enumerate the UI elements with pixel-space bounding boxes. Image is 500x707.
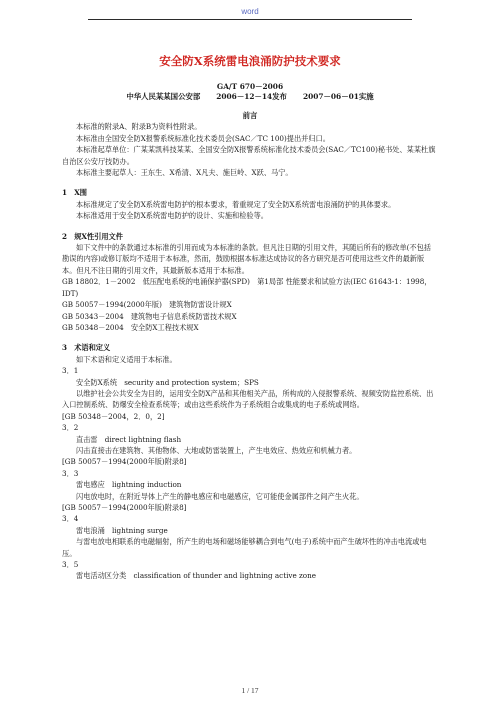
term-title: 雷电浪涌 lightning surge: [76, 525, 168, 535]
foreword-line: 本标准的附录A、附录B为资料性附录。: [76, 122, 202, 132]
term-definition: 与雷电放电相联系的电磁辐射，所产生的电场和磁场能够耦合到电气(电子)系统中而产生破坏性的冲击电流或电压。: [62, 537, 427, 558]
term-number: 3．2: [62, 423, 79, 433]
reference-item: GB 50348－2004 安全防X工程技术规X: [62, 322, 199, 332]
term-title: 雷电活动区分类 classification of thunder and lightning active zone: [76, 571, 316, 581]
reference-item: GB 50343－2004 建筑物电子信息系统防雷技术规X: [62, 311, 237, 321]
page-number: 1 / 17: [241, 686, 259, 695]
section-2-heading: 2 规X性引用文件: [62, 231, 123, 241]
publish-line: [62, 92, 438, 102]
reference-item: GB 50057－1994(2000年版) 建筑物防雷设计规X: [62, 300, 232, 310]
section-1-paragraph: 本标准适用于安全防X系统雷电防护的设计、实施和检验等。: [76, 211, 268, 221]
term-definition: 闪击直接击在建筑物、其他物体、大地或防雷装置上，产生电效应、热效应和机械力者。: [76, 445, 357, 455]
term-number: 3．5: [62, 560, 79, 570]
implementation-date: 2007－06－01实施: [302, 92, 374, 101]
document-title: 安全防X系统雷电浪涌防护技术要求: [159, 54, 341, 68]
section-1-heading: 1 X围: [62, 188, 87, 198]
section-3-heading: 3 术语和定义: [62, 343, 111, 353]
foreword-line: 本标准起草单位：广某某凯科技某某、全国安全防X报警系统标准化技术委员会(SAC／TC100)秘书处、某某杜旗自治区公安厅技防办。: [62, 145, 436, 166]
standard-code: GA/T 670－2006: [216, 82, 284, 91]
term-title: 雷电感应 lightning induction: [76, 480, 182, 490]
term-source: [GB 50348－2004，2．0，2]: [62, 411, 165, 421]
term-source: [GB 50057－1994(2000年版)附录8]: [62, 503, 187, 512]
reference-item: GB 18802．1－2002 低压配电系统的电涌保护器(SPD) 第1局部 性能要求和试验方法(IEC 61643-1：1998，IDT): [62, 277, 432, 298]
section-3-intro: 如下术语和定义适用于本标准。: [76, 354, 177, 364]
issue-date: 2006－12－14发布: [216, 92, 287, 101]
term-title: 安全防X系统 security and protection system；SPS: [76, 377, 259, 387]
header-divider: [88, 19, 412, 20]
foreword-line: 本标准由全国安全防X报警系统标准化技术委员会(SAC／TC 100)提出并归口。: [76, 133, 330, 143]
document-body: [62, 54, 438, 582]
term-definition: 以维护社会公共安全为目的，运用安全防X产品和其他相关产品，所构成的入侵报警系统、视频安防监控系统、出入口控制系统、防爆安全检查系统等；或由这些系统作为子系统组合或集成的电子系统或网络。: [62, 388, 434, 410]
term-number: 3．3: [62, 468, 79, 478]
header-label: word: [241, 7, 259, 16]
term-title: 直击雷 direct lightning flash: [76, 434, 182, 444]
term-definition: 闪电放电时，在附近导体上产生的静电感应和电磁感应，它可能使金属部件之间产生火花。: [76, 491, 364, 501]
publisher: 中华人民某某国公安部: [126, 92, 201, 101]
foreword-line: 本标准主要起草人：王东生、X希清、X凡夫、施巨岭、X跃、马宁。: [76, 168, 293, 178]
term-source: [GB 50057－1994(2000年版)附录8]: [62, 457, 187, 467]
section-2-paragraph: 如下文件中的条款通过本标准的引用而成为本标准的条款。但凡注日期的引用文件，其随后所有的修改单(不包括勘误的内容)或修订版均不适用于本标准，然而，鼓励根据本标准达成协议的各方研究是否可使用这些文件的最新版本。但凡不注日期的引用文件，其最新版本适用于本标准。: [62, 243, 431, 275]
foreword-heading: 前言: [242, 111, 258, 120]
section-1-paragraph: 本标准规定了安全防X系统雷电防护的根本要求，着重规定了安全防X系统雷电浪涌防护的具体要求。: [76, 199, 396, 209]
term-number: 3．1: [62, 366, 79, 376]
term-number: 3．4: [62, 514, 79, 524]
